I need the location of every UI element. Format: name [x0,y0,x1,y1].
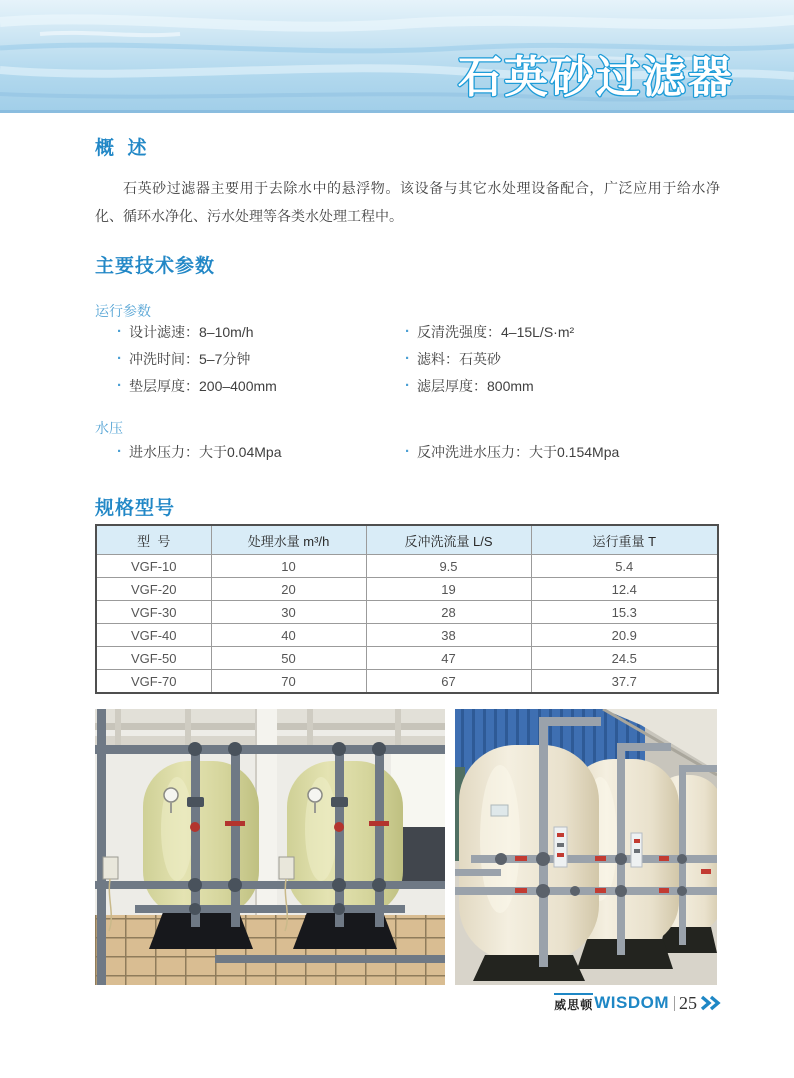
param-item [405,376,534,396]
photo-outdoor-filters [455,709,717,985]
param-value: 5–7分钟 [199,350,251,367]
bullet-icon: · [405,323,410,340]
cell-weight: 12.4 [531,578,718,601]
column-header-flow: 处理水量 m³/h [211,525,366,555]
cell-weight: 24.5 [531,647,718,670]
table-row [96,578,718,601]
filter-tank [143,761,259,949]
cell-backwash: 28 [366,601,531,624]
param-item [405,349,501,369]
water-pressure-subheading: 水压 [95,420,123,436]
spec-table [95,524,719,694]
cell-weight: 20.9 [531,624,718,647]
cell-flow: 30 [211,601,366,624]
table-row [96,601,718,624]
param-label: 反清洗强度： [417,323,501,340]
overview-paragraph: 石英砂过滤器主要用于去除水中的悬浮物。该设备与其它水处理设备配合，广泛应用于给水净化、循环水净化、污水处理等各类水处理工程中。 [95,180,720,224]
indoor-filters-illustration [95,709,445,985]
cell-backwash: 47 [366,647,531,670]
param-item [405,442,619,462]
param-item [117,442,405,462]
bullet-icon: · [117,323,122,340]
param-label: 冲洗时间： [129,350,199,367]
cell-model: VGF-20 [96,578,211,601]
spec-models-heading: 规格型号 [95,498,176,519]
column-header-model: 型 号 [96,525,211,555]
param-label: 反冲洗进水压力： [417,443,529,460]
page-number: 25 [679,992,697,1013]
bullet-icon: · [405,377,410,394]
param-label: 垫层厚度： [129,377,199,394]
param-value: 石英砂 [459,350,501,367]
operating-params-list [95,318,720,399]
param-value: 4–15L/S·m² [501,323,575,340]
param-value: 大于0.154Mpa [529,443,620,460]
cell-model: VGF-50 [96,647,211,670]
cell-weight: 5.4 [531,555,718,578]
cell-model: VGF-30 [96,601,211,624]
param-value: 200–400mm [199,377,277,394]
brand-chinese-logo: 威思顿 [554,993,593,1013]
water-pressure-list [95,438,720,465]
table-row [96,555,718,578]
cell-model: VGF-70 [96,670,211,694]
tiled-floor [95,915,445,985]
cell-backwash: 38 [366,624,531,647]
overview-heading: 概 述 [95,138,148,159]
param-row [95,438,720,465]
cell-flow: 10 [211,555,366,578]
page-content [95,112,720,1078]
cell-model: VGF-40 [96,624,211,647]
cell-backwash: 9.5 [366,555,531,578]
param-row [95,345,720,372]
cell-flow: 20 [211,578,366,601]
table-row [96,647,718,670]
table-header-row [96,525,718,555]
param-item [117,376,405,396]
page-header [0,0,794,113]
table-row [96,624,718,647]
cell-backwash: 67 [366,670,531,694]
bullet-icon: · [117,350,122,367]
cell-flow: 40 [211,624,366,647]
cell-backwash: 19 [366,578,531,601]
param-label: 滤层厚度： [417,377,487,394]
param-row [95,318,720,345]
cell-model: VGF-10 [96,555,211,578]
param-label: 滤料： [417,350,459,367]
param-value: 800mm [487,377,534,394]
operating-params-subheading: 运行参数 [95,303,151,319]
param-value: 大于0.04Mpa [199,443,282,460]
cell-weight: 37.7 [531,670,718,694]
bullet-icon: · [405,443,410,460]
column-header-weight: 运行重量 T [531,525,718,555]
outdoor-filters-illustration [455,709,717,985]
param-label: 设计滤速： [129,323,199,340]
page-footer [554,991,722,1015]
bullet-icon: · [117,377,122,394]
column-header-backwash: 反冲洗流量 L/S [366,525,531,555]
tech-params-heading: 主要技术参数 [95,256,216,277]
filter-tank [287,761,403,949]
bullet-icon: · [405,350,410,367]
page-title: 石英砂过滤器 [458,53,734,102]
photo-indoor-filters [95,709,445,985]
page-title-graphic [428,46,740,106]
cell-flow: 70 [211,670,366,694]
double-chevron-icon [700,995,722,1011]
param-item [117,349,405,369]
param-label: 进水压力： [129,443,199,460]
cell-flow: 50 [211,647,366,670]
brand-english-logo: WISDOM [594,993,669,1012]
cell-weight: 15.3 [531,601,718,624]
param-row [95,372,720,399]
param-item [117,322,405,342]
page-number-divider [674,996,675,1011]
param-value: 8–10m/h [199,323,254,340]
bullet-icon: · [117,443,122,460]
param-item [405,322,574,342]
table-row [96,670,718,694]
